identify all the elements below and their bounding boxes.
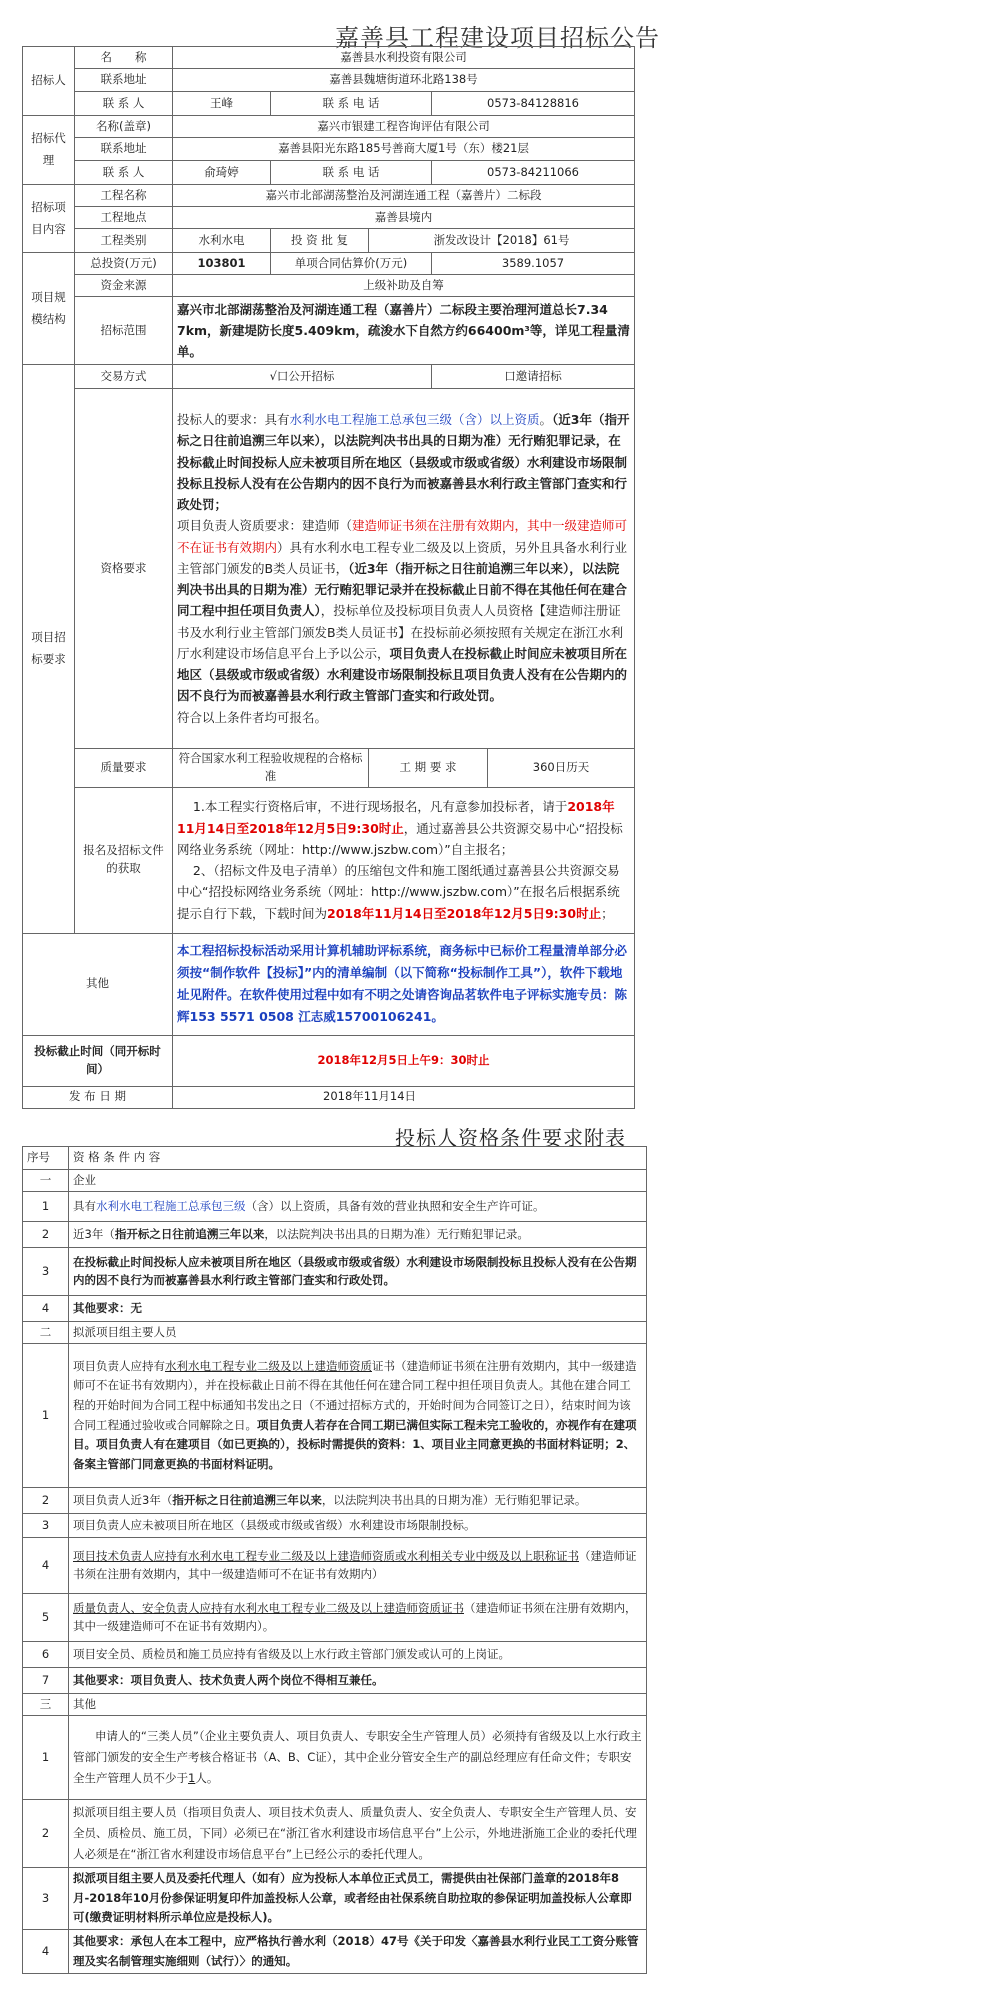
tenderer-contact: 王峰	[173, 92, 271, 116]
staff-req-7: 其他要求：项目负责人、技术负责人两个岗位不得相互兼任。	[69, 1668, 647, 1694]
other-req-1: 申请人的“三类人员”（企业主要负责人、项目负责人、专职安全生产管理人员）必须持有省级及以上水行政主管部门颁发的安全生产考核合格证书（A、B、C证），其中企业分管安全生产的副总经理应有任命文件；专职安全生产管理人员不少于1人。	[69, 1716, 647, 1800]
agency-phone-label: 联 系 电 话	[271, 161, 432, 185]
fund-source: 上级补助及自筹	[173, 275, 635, 297]
section-1-no: 一	[23, 1170, 69, 1192]
row-no: 1	[23, 1192, 69, 1222]
project-location-label: 工程地点	[75, 207, 173, 229]
project-name-label: 工程名称	[75, 185, 173, 207]
qualification-label: 资格要求	[75, 389, 173, 749]
scope-text: 嘉兴市北部湖荡整治及河湖连通工程（嘉善片）二标段主要治理河道总长7.34 7km，新建堤防长度5.409km，疏浚水下自然方约66400m³等，详见工程量清单。	[173, 297, 635, 365]
scale-section-label: 项目规模结构	[23, 253, 75, 365]
tenderer-name: 嘉善县水利投资有限公司	[173, 47, 635, 69]
other-req-2: 拟派项目组主要人员（指项目负责人、项目技术负责人、质量负责人、安全负责人、专职安全生产管理人员、安全员、质检员、施工员，下同）必须已在“浙江省水利建设市场信息平台”上公示，外地进浙施工企业的委托代理人必须是在“浙江省水利建设市场信息平台”上已经公示的委托代理人。	[69, 1800, 647, 1868]
appendix-title: 投标人资格条件要求附表	[395, 1126, 626, 1150]
agency-contact: 俞琦婷	[173, 161, 271, 185]
deadline-value: 2018年12月5日上午9：30时止	[173, 1035, 635, 1086]
agency-phone: 0573-84211066	[432, 161, 635, 185]
contract-price-label: 单项合同估算价(万元)	[271, 253, 432, 275]
section-2-label: 拟派项目组主要人员	[69, 1322, 647, 1344]
row-no: 4	[23, 1930, 69, 1974]
row-no: 2	[23, 1800, 69, 1868]
tenderer-phone-label: 联 系 电 话	[271, 92, 432, 116]
section-2-no: 二	[23, 1322, 69, 1344]
agency-name-label: 名称(盖章)	[75, 116, 173, 138]
agency-name: 嘉兴市银建工程咨询评估有限公司	[173, 116, 635, 138]
project-category-label: 工程类别	[75, 229, 173, 253]
tenderer-address-label: 联系地址	[75, 69, 173, 92]
appendix-table	[22, 1146, 647, 1974]
row-no: 4	[23, 1296, 69, 1322]
project-category: 水利水电	[173, 229, 271, 253]
staff-req-2: 项目负责人近3年（指开标之日往前追溯三年以来，以法院判决书出具的日期为准）无行贿犯罪记录。	[69, 1488, 647, 1514]
tenderer-phone: 0573-84128816	[432, 92, 635, 116]
announcement-table	[22, 46, 635, 1109]
trade-mode-invite: 口邀请招标	[432, 365, 635, 389]
enterprise-req-1: 具有水利水电工程施工总承包三级（含）以上资质，具备有效的营业执照和安全生产许可证。	[69, 1192, 647, 1222]
quality-label: 质量要求	[75, 749, 173, 788]
row-no: 3	[23, 1868, 69, 1930]
enterprise-req-4: 其他要求：无	[69, 1296, 647, 1322]
other-label: 其他	[23, 933, 173, 1035]
qualification-text: 投标人的要求：具有水利水电工程施工总承包三级（含）以上资质。（近3年（指开标之日往前追溯三年以来），以法院判决书出具的日期为准）无行贿犯罪记录，在投标截止时间投标人应未被项目所在地区（县级或市级或省级）水利建设市场限制投标且投标人没有在公告期内的因不良行为而被嘉善县水利行政主管部门查实和行政处罚； 项目负责人资质要求：建造师（建造师证书须在注册有效期内，其中一级建造师可不在证书有效期内）具有水利水电工程专业二级及以上资质，另外且具备水利行业主管部门颁发的B类人员证书，（近3年（指开标之日往前追溯三年以来），以法院判决书出具的日期为准）无行贿犯罪记录并在投标截止日前不得在其他任何在建合同工程中担任项目负责人），投标单位及投标项目负责人人员资格【建造师注册证书及水利行业主管部门颁发B类人员证书】在投标前必须按照有关规定在浙江水利厅水利建设市场信息平台上予以公示，项目负责人在投标截止时间应未被项目所在地区（县级或市级或省级）水利建设市场限制投标且项目负责人没有在公告期内的因不良行为而被嘉善县水利行政主管部门查实和行政处罚。 符合以上条件者均可报名。	[173, 389, 635, 749]
publish-date-label: 发 布 日 期	[23, 1086, 173, 1108]
signup-text: 1.本工程实行资格后审，不进行现场报名，凡有意参加投标者，请于2018年11月14日至2018年12月5日9:30时止，通过嘉善县公共资源交易中心“招投标网络业务系统（网址：http://www.jszbw.com）”自主报名； 2、（招标文件及电子清单）的压缩包文件和施工图纸通过嘉善县公共资源交易中心“招投标网络业务系统（网址：http://www.jszbw.com）”在报名后根据系统提示自行下载，下载时间为2018年11月14日至2018年12月5日9:30时止；	[173, 787, 635, 933]
requirements-section-label: 项目招标要求	[23, 365, 75, 934]
row-no: 6	[23, 1642, 69, 1668]
row-no: 3	[23, 1514, 69, 1538]
row-no: 2	[23, 1222, 69, 1248]
enterprise-req-3: 在投标截止时间投标人应未被项目所在地区（县级或市级或省级）水利建设市场限制投标且投标人没有在公告期内的因不良行为而被嘉善县水利行政主管部门查实和行政处罚。	[69, 1248, 647, 1296]
trade-mode-label: 交易方式	[75, 365, 173, 389]
project-location: 嘉善县境内	[173, 207, 635, 229]
staff-req-4: 项目技术负责人应持有水利水电工程专业二级及以上建造师资质或水利相关专业中级及以上职称证书（建造师证书须在注册有效期内，其中一级建造师可不在证书有效期内）	[69, 1538, 647, 1594]
agency-contact-label: 联 系 人	[75, 161, 173, 185]
tenderer-contact-label: 联 系 人	[75, 92, 173, 116]
tenderer-section-label: 招标人	[23, 47, 75, 116]
row-no: 1	[23, 1344, 69, 1488]
period-label: 工 期 要 求	[369, 749, 488, 788]
row-no: 2	[23, 1488, 69, 1514]
row-no: 4	[23, 1538, 69, 1594]
other-text: 本工程招标投标活动采用计算机辅助评标系统，商务标中已标价工程量清单部分必须按“制作软件【投标】”内的清单编制（以下简称“投标制作工具”），软件下载地址见附件。在软件使用过程中如有不明之处请咨询品茗软件电子评标实施专员：陈辉153 5571 0508 江志威15700106241。	[173, 933, 635, 1035]
tenderer-address: 嘉善县魏塘街道环北路138号	[173, 69, 635, 92]
period-value: 360日历天	[488, 749, 635, 788]
staff-req-3: 项目负责人应未被项目所在地区（县级或市级或省级）水利建设市场限制投标。	[69, 1514, 647, 1538]
section-1-label: 企业	[69, 1170, 647, 1192]
row-no: 5	[23, 1594, 69, 1642]
project-section-label: 招标项目内容	[23, 185, 75, 253]
scope-label: 招标范围	[75, 297, 173, 365]
publish-date-value: 2018年11月14日	[173, 1086, 635, 1108]
staff-req-6: 项目安全员、质检员和施工员应持有省级及以上水行政主管部门颁发或认可的上岗证。	[69, 1642, 647, 1668]
agency-address-label: 联系地址	[75, 138, 173, 161]
agency-address: 嘉善县阳光东路185号善商大厦1号（东）楼21层	[173, 138, 635, 161]
staff-req-1: 项目负责人应持有水利水电工程专业二级及以上建造师资质证书（建造师证书须在注册有效期内，其中一级建造师可不在证书有效期内），并在投标截止日前不得在其他任何在建合同工程中担任项目负责人。其他在建合同工程的开始时间为合同工程中标通知书发出之日（不通过招标方式的，开始时间为合同签订之日），结束时间为该合同工程通过验收或合同解除之日。项目负责人若存在合同工期已满但实际工程未完工验收的，亦视作有在建项目。项目负责人有在建项目（如已更换的），投标时需提供的资料：1、项目业主同意更换的书面材料证明；2、备案主管部门同意更换的书面材料证明。	[69, 1344, 647, 1488]
agency-section-label: 招标代理	[23, 116, 75, 185]
col-content-header: 资 格 条 件 内 容	[69, 1147, 647, 1170]
other-req-4: 其他要求：承包人在本工程中，应严格执行善水利（2018）47号《关于印发〈嘉善县水利行业民工工资分账管理及实名制管理实施细则（试行）〉的通知。	[69, 1930, 647, 1974]
col-no-header: 序号	[23, 1147, 69, 1170]
row-no: 1	[23, 1716, 69, 1800]
trade-mode-open: √口公开招标	[173, 365, 432, 389]
fund-source-label: 资金来源	[75, 275, 173, 297]
deadline-label: 投标截止时间（同开标时间）	[23, 1035, 173, 1086]
investment-value: 103801	[173, 253, 271, 275]
row-no: 7	[23, 1668, 69, 1694]
enterprise-req-2: 近3年（指开标之日往前追溯三年以来，以法院判决书出具的日期为准）无行贿犯罪记录。	[69, 1222, 647, 1248]
investment-label: 总投资(万元)	[75, 253, 173, 275]
section-3-label: 其他	[69, 1694, 647, 1716]
staff-req-5: 质量负责人、安全负责人应持有水利水电工程专业二级及以上建造师资质证书（建造师证书须在注册有效期内，其中一级建造师可不在证书有效期内）。	[69, 1594, 647, 1642]
section-3-no: 三	[23, 1694, 69, 1716]
project-approval-label: 投 资 批 复	[271, 229, 369, 253]
project-name: 嘉兴市北部湖荡整治及河湖连通工程（嘉善片）二标段	[173, 185, 635, 207]
other-req-3: 拟派项目组主要人员及委托代理人（如有）应为投标人本单位正式员工，需提供由社保部门盖章的2018年8月-2018年10月份参保证明复印件加盖投标人公章，或者经由社保系统自助拉取的参保证明加盖投标人公章即可(缴费证明材料所示单位应是投标人)。	[69, 1868, 647, 1930]
page-title: 嘉善县工程建设项目招标公告	[335, 24, 660, 52]
tenderer-name-label: 名 称	[75, 47, 173, 69]
row-no: 3	[23, 1248, 69, 1296]
quality-value: 符合国家水利工程验收规程的合格标准	[173, 749, 369, 788]
signup-label: 报名及招标文件的获取	[75, 787, 173, 933]
contract-price-value: 3589.1057	[432, 253, 635, 275]
project-approval: 浙发改设计【2018】61号	[369, 229, 635, 253]
